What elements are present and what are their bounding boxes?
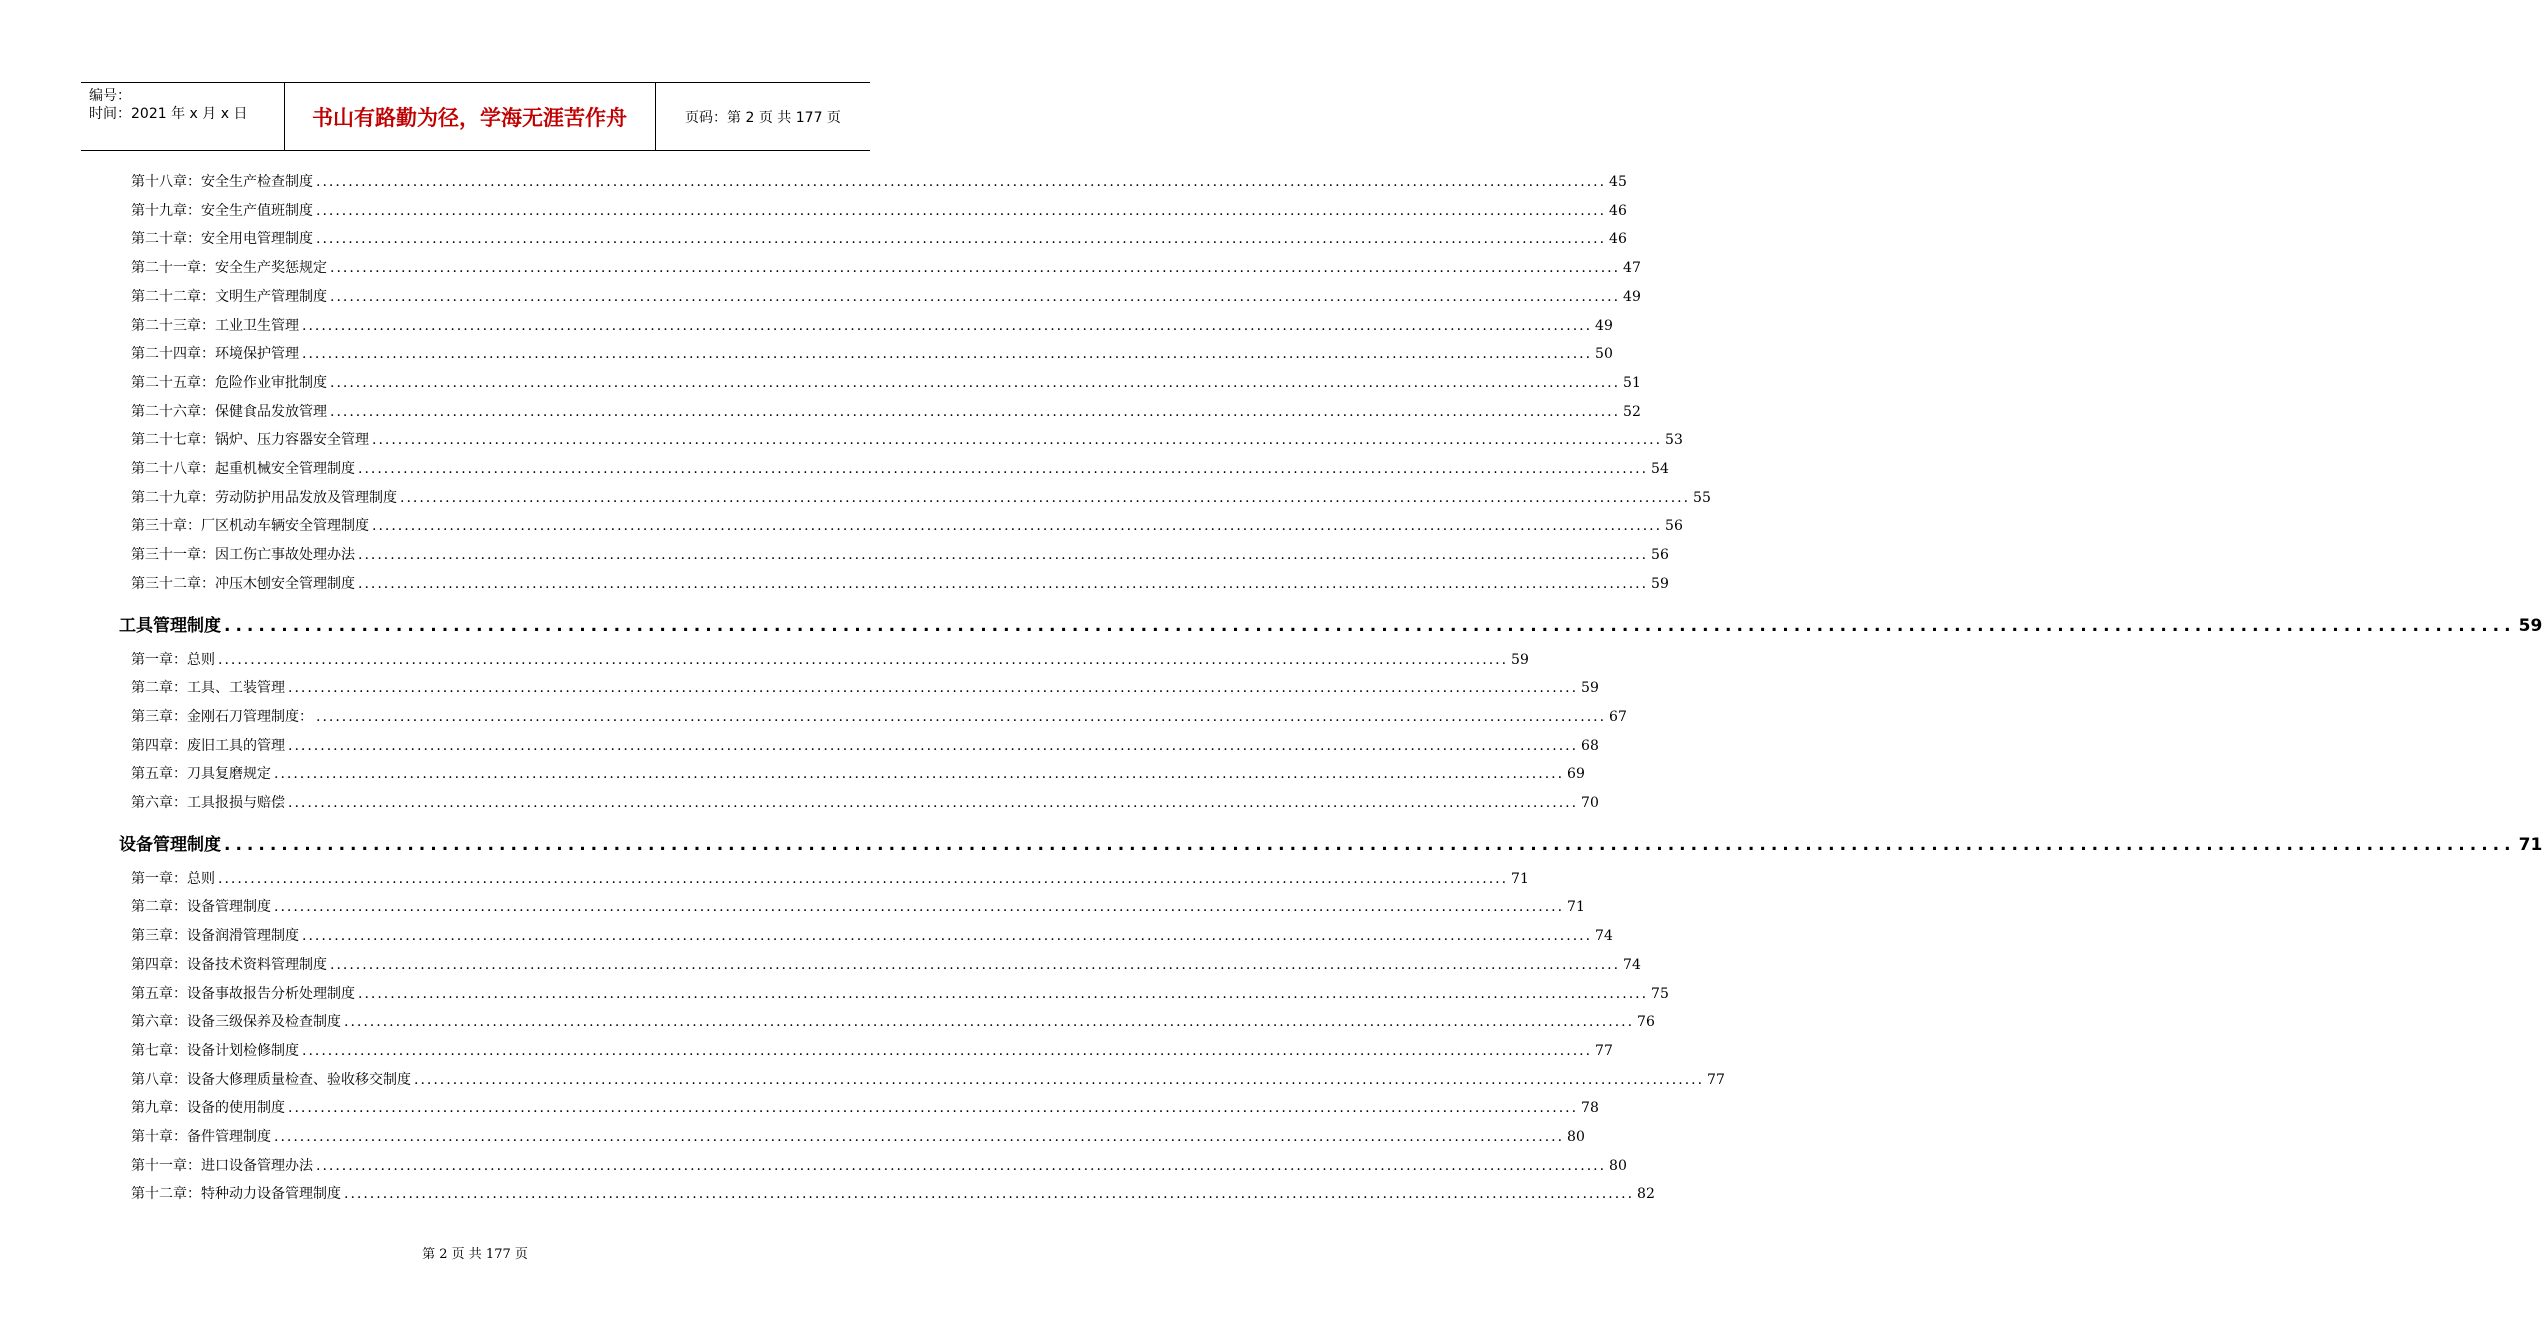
toc-entry-page: 71 — [1567, 899, 1585, 916]
toc-entry-title: 第二十四章：环境保护管理 — [131, 346, 299, 363]
toc-dot-leader: ........................................................................................................................................................................................................ — [274, 766, 1565, 783]
toc-entry-title: 第三十章：厂区机动车辆安全管理制度 — [131, 518, 369, 535]
toc-section-entry[interactable] — [119, 611, 2542, 636]
toc-entry-page: 80 — [1609, 1157, 1627, 1174]
toc-entry-page: 53 — [1665, 432, 1683, 449]
toc-dot-leader: ........................................................................................................................................................................................................ — [274, 899, 1565, 916]
toc-entry-page: 71 — [1511, 870, 1529, 887]
toc-entry-page: 56 — [1651, 547, 1669, 564]
header-motto: 书山有路勤为径，学海无涯苦作舟 — [312, 105, 627, 130]
toc-entry-title: 第一章：总则 — [131, 651, 215, 668]
toc-dot-leader: ........................................................................................................................................................................................................ — [372, 432, 1663, 449]
toc-entry-title: 第十一章：进口设备管理办法 — [131, 1157, 313, 1174]
toc-dot-leader: ........................................................................................................................................................................................................ — [302, 928, 1593, 945]
toc-dot-leader: ........................................................................................................................................................................................................ — [372, 518, 1663, 535]
toc-entry-title: 设备管理制度 — [119, 834, 221, 855]
toc-entry-title: 第二十六章：保健食品发放管理 — [131, 403, 327, 420]
toc-entry-page: 45 — [1609, 174, 1627, 190]
toc-entry-title: 第十章：备件管理制度 — [131, 1129, 271, 1145]
toc-chapter-entry[interactable] — [131, 896, 1585, 916]
toc-entry-title: 第三十一章：因工伤亡事故处理办法 — [131, 547, 355, 564]
toc-entry-title: 第九章：设备的使用制度 — [131, 1100, 285, 1117]
toc-chapter-entry[interactable] — [131, 515, 1683, 535]
toc-entry-title: 第二十一章：安全生产奖惩规定 — [131, 260, 327, 277]
toc-chapter-entry[interactable] — [131, 401, 1641, 421]
toc-dot-leader: ........................................................................................................................................................................................................ — [302, 1042, 1593, 1059]
toc-dot-leader: ........................................................................................................................................................................................................ — [224, 834, 2516, 855]
toc-entry-title: 第二十三章：工业卫生管理 — [131, 317, 299, 334]
toc-chapter-entry[interactable] — [131, 1155, 1627, 1175]
toc-chapter-entry[interactable] — [131, 200, 1627, 220]
toc-dot-leader: ........................................................................................................................................................................................................ — [330, 288, 1621, 305]
toc-entry-title: 第二十九章：劳动防护用品发放及管理制度 — [131, 489, 397, 506]
toc-entry-page: 46 — [1609, 202, 1627, 219]
toc-entry-page: 78 — [1581, 1100, 1599, 1117]
toc-entry-title: 第二章：工具、工装管理 — [131, 680, 285, 697]
toc-entry-page: 55 — [1693, 489, 1711, 506]
toc-dot-leader: ........................................................................................................................................................................................................ — [316, 174, 1607, 190]
toc-chapter-entry[interactable] — [131, 735, 1599, 755]
toc-entry-page: 80 — [1567, 1129, 1585, 1145]
toc-entry-title: 第五章：刀具复磨规定 — [131, 766, 271, 783]
toc-dot-leader: ........................................................................................................................................................................................................ — [344, 1186, 1635, 1203]
toc-dot-leader: ........................................................................................................................................................................................................ — [330, 403, 1621, 420]
toc-chapter-entry[interactable] — [131, 1069, 1725, 1089]
toc-chapter-entry[interactable] — [131, 868, 1529, 888]
toc-entry-page: 77 — [1595, 1042, 1613, 1059]
toc-entry-title: 第八章：设备大修理质量检查、验收移交制度 — [131, 1071, 411, 1088]
toc-entry-title: 第五章：设备事故报告分析处理制度 — [131, 985, 355, 1002]
toc-chapter-entry[interactable] — [131, 458, 1669, 478]
toc-dot-leader: ........................................................................................................................................................................................................ — [218, 651, 1509, 668]
toc-dot-leader: ........................................................................................................................................................................................................ — [358, 461, 1649, 477]
document-number-label: 编号： — [89, 88, 131, 104]
toc-chapter-entry[interactable] — [131, 487, 1711, 507]
page-footer: 第 2 页 共 177 页 — [422, 1247, 528, 1262]
toc-chapter-entry[interactable] — [131, 286, 1641, 306]
toc-entry-title: 第六章：工具报损与赔偿 — [131, 795, 285, 811]
toc-entry-page: 59 — [1581, 680, 1599, 697]
toc-chapter-entry[interactable] — [131, 925, 1613, 945]
header-page-info: 页码：第 2 页 共 177 页 — [685, 109, 841, 126]
toc-entry-page: 69 — [1567, 766, 1585, 783]
toc-entry-title: 第十九章：安全生产值班制度 — [131, 202, 313, 219]
toc-dot-leader: ........................................................................................................................................................................................................ — [358, 985, 1649, 1002]
toc-chapter-entry[interactable] — [131, 544, 1669, 564]
toc-dot-leader: ........................................................................................................................................................................................................ — [288, 737, 1579, 754]
toc-chapter-entry[interactable] — [131, 228, 1627, 248]
toc-entry-page: 52 — [1623, 403, 1641, 420]
toc-entry-page: 56 — [1665, 518, 1683, 535]
toc-chapter-entry[interactable] — [131, 1126, 1585, 1146]
header-meta — [89, 87, 284, 123]
toc-entry-title: 第三十二章：冲压木刨安全管理制度 — [131, 575, 355, 592]
toc-entry-title: 第四章：设备技术资料管理制度 — [131, 956, 327, 973]
toc-chapter-entry[interactable] — [131, 1011, 1655, 1031]
toc-entry-title: 第二章：设备管理制度 — [131, 899, 271, 916]
toc-section-entry[interactable] — [119, 830, 2542, 855]
toc-entry-title: 第十八章：安全生产检查制度 — [131, 174, 313, 190]
toc-entry-title: 第二十二章：文明生产管理制度 — [131, 288, 327, 305]
toc-dot-leader: ........................................................................................................................................................................................................ — [414, 1071, 1705, 1088]
toc-entry-title: 工具管理制度 — [119, 615, 221, 636]
toc-entry-page: 49 — [1595, 317, 1613, 334]
toc-chapter-entry[interactable] — [131, 171, 1627, 191]
toc-entry-title: 第十二章：特种动力设备管理制度 — [131, 1186, 341, 1203]
toc-entry-title: 第三章：金刚石刀管理制度： — [131, 708, 313, 725]
toc-chapter-entry[interactable] — [131, 372, 1641, 392]
toc-entry-page: 59 — [1511, 651, 1529, 668]
toc-entry-page: 76 — [1637, 1014, 1655, 1031]
toc-chapter-entry[interactable] — [131, 257, 1641, 277]
toc-dot-leader: ........................................................................................................................................................................................................ — [274, 1129, 1565, 1145]
toc-chapter-entry[interactable] — [131, 649, 1529, 669]
toc-dot-leader: ........................................................................................................................................................................................................ — [316, 708, 1607, 725]
toc-chapter-entry[interactable] — [131, 573, 1669, 593]
toc-entry-page: 70 — [1581, 795, 1599, 811]
toc-entry-page: 71 — [2518, 834, 2542, 855]
toc-chapter-entry[interactable] — [131, 1097, 1599, 1117]
toc-entry-page: 50 — [1595, 346, 1613, 363]
toc-entry-page: 67 — [1609, 708, 1627, 725]
toc-chapter-entry[interactable] — [131, 1183, 1655, 1203]
toc-entry-page: 75 — [1651, 985, 1669, 1002]
toc-dot-leader: ........................................................................................................................................................................................................ — [316, 1157, 1607, 1174]
toc-dot-leader: ........................................................................................................................................................................................................ — [400, 489, 1691, 506]
toc-dot-leader: ........................................................................................................................................................................................................ — [316, 231, 1607, 248]
toc-entry-page: 82 — [1637, 1186, 1655, 1203]
toc-entry-title: 第六章：设备三级保养及检查制度 — [131, 1014, 341, 1031]
toc-chapter-entry[interactable] — [131, 1040, 1613, 1060]
toc-entry-page: 46 — [1609, 231, 1627, 248]
toc-entry-page: 59 — [2518, 615, 2542, 636]
toc-dot-leader: ........................................................................................................................................................................................................ — [330, 260, 1621, 277]
toc-entry-page: 51 — [1623, 374, 1641, 391]
toc-dot-leader: ........................................................................................................................................................................................................ — [344, 1014, 1635, 1031]
toc-dot-leader: ........................................................................................................................................................................................................ — [302, 346, 1593, 363]
toc-dot-leader: ........................................................................................................................................................................................................ — [224, 615, 2516, 636]
toc-chapter-entry[interactable] — [131, 763, 1585, 783]
toc-dot-leader: ........................................................................................................................................................................................................ — [330, 956, 1621, 973]
toc-dot-leader: ........................................................................................................................................................................................................ — [330, 374, 1621, 391]
toc-entry-title: 第一章：总则 — [131, 870, 215, 887]
toc-dot-leader: ........................................................................................................................................................................................................ — [302, 317, 1593, 334]
toc-entry-title: 第二十章：安全用电管理制度 — [131, 231, 313, 248]
toc-entry-page: 74 — [1623, 956, 1641, 973]
toc-chapter-entry[interactable] — [131, 315, 1613, 335]
toc-entry-title: 第七章：设备计划检修制度 — [131, 1042, 299, 1059]
toc-dot-leader: ........................................................................................................................................................................................................ — [288, 680, 1579, 697]
toc-dot-leader: ........................................................................................................................................................................................................ — [218, 870, 1509, 887]
toc-entry-page: 59 — [1651, 575, 1669, 592]
toc-dot-leader: ........................................................................................................................................................................................................ — [288, 795, 1579, 811]
toc-entry-page: 68 — [1581, 737, 1599, 754]
toc-chapter-entry[interactable] — [131, 343, 1613, 363]
toc-entry-title: 第三章：设备润滑管理制度 — [131, 928, 299, 945]
toc-entry-title: 第四章：废旧工具的管理 — [131, 737, 285, 754]
toc-entry-page: 77 — [1707, 1071, 1725, 1088]
toc-chapter-entry[interactable] — [131, 706, 1627, 726]
toc-entry-page: 74 — [1595, 928, 1613, 945]
toc-chapter-entry[interactable] — [131, 792, 1599, 812]
toc-chapter-entry[interactable] — [131, 954, 1641, 974]
toc-dot-leader: ........................................................................................................................................................................................................ — [316, 202, 1607, 219]
toc-dot-leader: ........................................................................................................................................................................................................ — [288, 1100, 1579, 1117]
toc-entry-title: 第二十五章：危险作业审批制度 — [131, 374, 327, 391]
toc-chapter-entry[interactable] — [131, 983, 1669, 1003]
toc-dot-leader: ........................................................................................................................................................................................................ — [358, 575, 1649, 592]
toc-entry-page: 47 — [1623, 260, 1641, 277]
toc-entry-page: 54 — [1651, 461, 1669, 477]
toc-chapter-entry[interactable] — [131, 429, 1683, 449]
toc-chapter-entry[interactable] — [131, 677, 1599, 697]
toc-entry-title: 第二十八章：起重机械安全管理制度 — [131, 461, 355, 477]
toc-entry-page: 49 — [1623, 288, 1641, 305]
toc-dot-leader: ........................................................................................................................................................................................................ — [358, 547, 1649, 564]
toc-entry-title: 第二十七章：锅炉、压力容器安全管理 — [131, 432, 369, 449]
document-date: 时间：2021 年 x 月 x 日 — [89, 106, 248, 122]
page-header — [81, 82, 870, 151]
